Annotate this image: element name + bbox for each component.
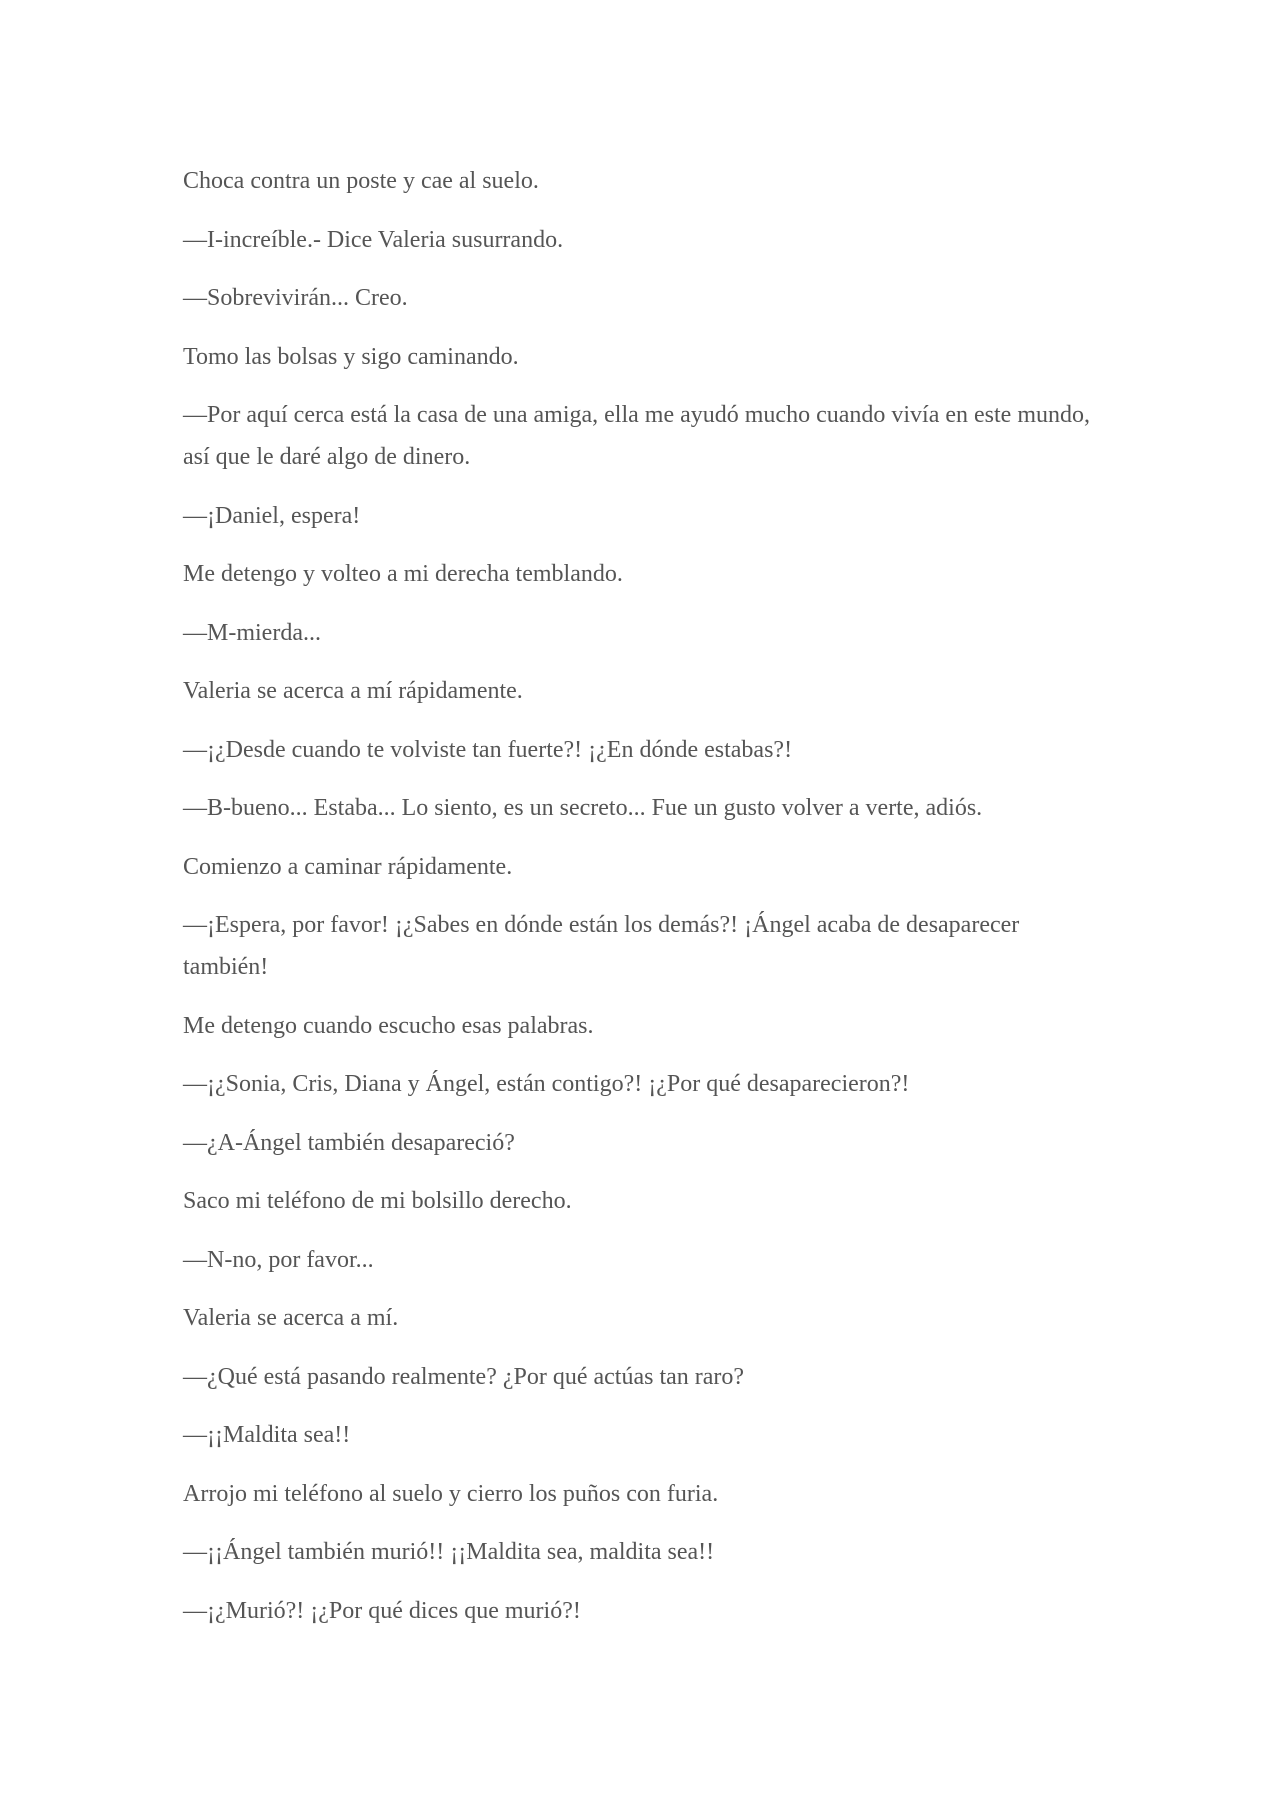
paragraph-12: Comienzo a caminar rápidamente. (183, 853, 513, 880)
paragraph-15: —¡¿Sonia, Cris, Diana y Ángel, están contigo?! ¡¿Por qué desaparecieron?! (183, 1071, 910, 1097)
paragraph-14: Me detengo cuando escucho esas palabras. (183, 1012, 594, 1039)
paragraph-8: —M-mierda... (183, 619, 321, 646)
paragraph-10: —¡¿Desde cuando te volviste tan fuerte?! ¡¿En dónde estabas?! (183, 736, 793, 763)
paragraph-5: —Por aquí cerca está la casa de una amiga, ella me ayudó mucho cuando vivía en este mundo, así que le daré algo de dinero. (183, 402, 1090, 470)
paragraph-4: Tomo las bolsas y sigo caminando. (183, 343, 519, 370)
paragraph-1: Choca contra un poste y cae al suelo. (183, 168, 539, 194)
paragraph-21: —¡¡Maldita sea!! (183, 1422, 351, 1448)
paragraph-17: Saco mi teléfono de mi bolsillo derecho. (183, 1188, 572, 1214)
paragraph-22: Arrojo mi teléfono al suelo y cierro los puños con furia. (183, 1480, 719, 1507)
paragraph-3: —Sobrevivirán... Creo. (183, 285, 408, 311)
paragraph-18: —N-no, por favor... (183, 1246, 374, 1273)
paragraph-6: —¡Daniel, espera! (183, 502, 361, 529)
text-body (183, 160, 1103, 1648)
paragraph-20: —¿Qué está pasando realmente? ¿Por qué actúas tan raro? (183, 1363, 745, 1390)
paragraph-9: Valeria se acerca a mí rápidamente. (183, 678, 523, 704)
paragraph-24: —¡¿Murió?! ¡¿Por qué dices que murió?! (183, 1597, 581, 1624)
paragraph-11: —B-bueno... Estaba... Lo siento, es un secreto... Fue un gusto volver a verte, adiós. (183, 795, 983, 821)
paragraph-19: Valeria se acerca a mí. (183, 1305, 399, 1331)
paragraph-7: Me detengo y volteo a mi derecha temblando. (183, 561, 623, 587)
paragraph-23: —¡¡Ángel también murió!! ¡¡Maldita sea, maldita sea!! (183, 1539, 715, 1565)
paragraph-16: —¿A-Ángel también desapareció? (183, 1129, 515, 1156)
paragraph-13: —¡Espera, por favor! ¡¿Sabes en dónde están los demás?! ¡Ángel acaba de desaparecer también! (183, 912, 1020, 980)
paragraph-2: —I-increíble.- Dice Valeria susurrando. (183, 226, 564, 253)
